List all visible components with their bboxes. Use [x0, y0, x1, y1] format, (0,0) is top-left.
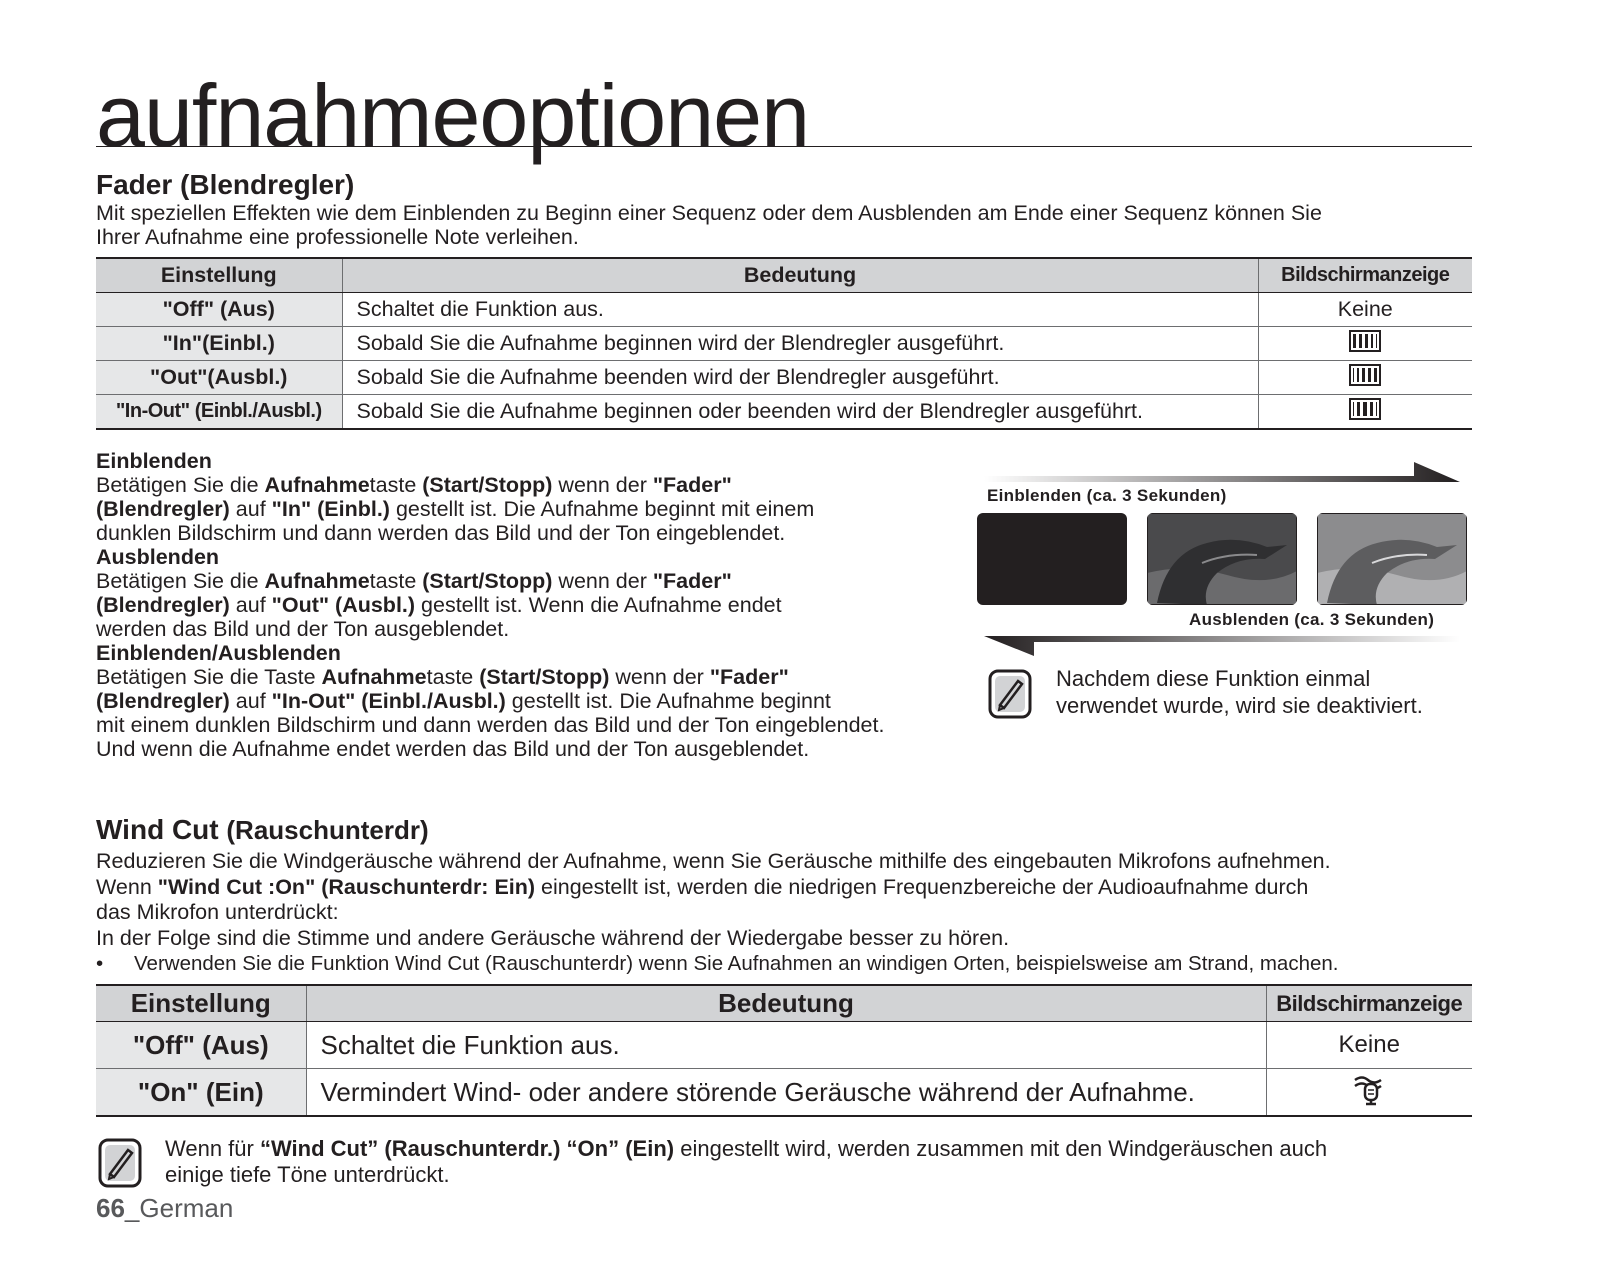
fader-intro-line2: Ihrer Aufnahme eine professionelle Note verleihen.	[96, 225, 579, 249]
dolphin-image-dim	[1147, 513, 1297, 605]
meaning-cell: Sobald Sie die Aufnahme beenden wird der Blendregler ausgeführt.	[342, 361, 1258, 395]
table-row	[96, 1022, 1472, 1069]
setting-cell: "Off" (Aus)	[96, 1022, 306, 1069]
windcut-p3: das Mikrofon unterdrückt:	[96, 900, 339, 924]
fade-out-icon	[1349, 363, 1381, 387]
header-einstellung: Einstellung	[96, 258, 342, 293]
windcut-heading-main: Wind Cut	[96, 814, 219, 845]
einaus-line3: mit einem dunklen Bildschirm und dann werden das Bild und der Ton eingeblendet.	[96, 713, 885, 737]
ausblenden-line3: werden das Bild und der Ton ausgeblendet.	[96, 617, 510, 641]
table-row	[96, 361, 1472, 395]
display-cell: Keine	[1258, 293, 1472, 327]
setting-cell: "On" (Ein)	[96, 1069, 306, 1117]
meaning-cell: Sobald Sie die Aufnahme beginnen wird der Blendregler ausgeführt.	[342, 327, 1258, 361]
dolphin-image-bright	[1317, 513, 1467, 605]
dark-screen-image	[977, 513, 1127, 605]
windcut-heading-sub: (Rauschunterdr)	[226, 815, 429, 845]
table-row	[96, 1069, 1472, 1117]
header-bedeutung: Bedeutung	[306, 985, 1266, 1022]
windcut-note-line1: Wenn für “Wind Cut” (Rauschunterdr.) “On” (Ein) eingestellt wird, werden zusammen mit den Windgeräuschen auch	[165, 1136, 1328, 1161]
table-header-row	[96, 258, 1472, 293]
note-pencil-icon	[98, 1138, 142, 1188]
setting-cell: "In"(Einbl.)	[96, 327, 342, 361]
windcut-p2: Wenn "Wind Cut :On" (Rauschunterdr: Ein) eingestellt ist, werden die niedrigen Frequenzbereiche der Audioaufnahme durch	[96, 874, 1309, 899]
einblenden-line3: dunklen Bildschirm und dann werden das Bild und der Ton eingeblendet.	[96, 521, 786, 545]
windcut-bullet: • Verwenden Sie die Funktion Wind Cut (Rauschunterdr) wenn Sie Aufnahmen an windigen Orten, beispielsweise am Strand, machen.	[96, 952, 1339, 975]
page-number: 66	[96, 1193, 125, 1223]
fader-note-line1: Nachdem diese Funktion einmal	[1056, 666, 1371, 691]
title-divider	[96, 146, 1472, 147]
windcut-note	[165, 1136, 1327, 1188]
fade-in-out-icon	[1349, 397, 1381, 421]
windcut-p1: Reduzieren Sie die Windgeräusche während der Aufnahme, wenn Sie Geräusche mithilfe des eingebauten Mikrofons aufnehmen.	[96, 849, 1331, 873]
einaus-line2: (Blendregler) auf "In-Out" (Einbl./Ausbl.) gestellt ist. Die Aufnahme beginnt	[96, 689, 831, 713]
windcut-note-line2: einige tiefe Töne unterdrückt.	[165, 1162, 450, 1187]
fader-intro-line1: Mit speziellen Effekten wie dem Einblenden zu Beginn einer Sequenz oder dem Ausblenden am Ende einer Sequenz können Sie	[96, 201, 1322, 225]
header-einstellung: Einstellung	[96, 985, 306, 1022]
table-row	[96, 327, 1472, 361]
note-pencil-icon	[988, 669, 1032, 719]
page-footer	[96, 1193, 233, 1224]
fade-in-label: Einblenden (ca. 3 Sekunden)	[987, 486, 1227, 505]
einaus-title: Einblenden/Ausblenden	[96, 641, 341, 665]
fade-out-arrow	[984, 632, 1464, 658]
fade-in-icon	[1349, 329, 1381, 353]
bullet-mark: •	[96, 952, 104, 975]
header-bedeutung: Bedeutung	[342, 258, 1258, 293]
table-row	[96, 395, 1472, 430]
windcut-table	[96, 984, 1472, 1117]
table-header-row	[96, 985, 1472, 1022]
setting-cell: "Out"(Ausbl.)	[96, 361, 342, 395]
meaning-cell: Sobald Sie die Aufnahme beginnen oder beenden wird der Blendregler ausgeführt.	[342, 395, 1258, 430]
einblenden-line2: (Blendregler) auf "In" (Einbl.) gestellt ist. Die Aufnahme beginnt mit einem	[96, 497, 815, 521]
display-cell	[1258, 361, 1472, 395]
ausblenden-line1: Betätigen Sie die Aufnahmetaste (Start/Stopp) wenn der "Fader"	[96, 569, 732, 593]
fader-description	[96, 449, 996, 761]
display-cell: Keine	[1266, 1022, 1472, 1069]
ausblenden-line2: (Blendregler) auf "Out" (Ausbl.) gestellt ist. Wenn die Aufnahme endet	[96, 593, 782, 617]
page-title: aufnahmeoptionen	[96, 66, 810, 165]
header-bildschirmanzeige: Bildschirmanzeige	[1258, 258, 1472, 293]
footer-language: _German	[124, 1193, 234, 1223]
einaus-line1: Betätigen Sie die Taste Aufnahmetaste (Start/Stopp) wenn der "Fader"	[96, 665, 789, 689]
meaning-cell: Schaltet die Funktion aus.	[306, 1022, 1266, 1069]
ausblenden-title: Ausblenden	[96, 545, 220, 569]
fader-heading: Fader (Blendregler)	[96, 169, 355, 200]
windcut-heading	[96, 815, 429, 846]
fader-table	[96, 257, 1472, 430]
fader-note-line2: verwendet wurde, wird sie deaktiviert.	[1056, 693, 1423, 718]
display-cell	[1258, 395, 1472, 430]
meaning-cell: Schaltet die Funktion aus.	[342, 293, 1258, 327]
table-row	[96, 293, 1472, 327]
setting-cell: "In-Out" (Einbl./Ausbl.)	[96, 395, 342, 430]
fader-note	[1056, 665, 1423, 719]
fade-in-arrow	[984, 460, 1464, 488]
display-cell	[1266, 1069, 1472, 1117]
header-bildschirmanzeige: Bildschirmanzeige	[1266, 985, 1472, 1022]
windcut-description	[96, 849, 1338, 977]
display-cell	[1258, 327, 1472, 361]
setting-cell: "Off" (Aus)	[96, 293, 342, 327]
fader-intro	[96, 201, 1322, 249]
wind-cut-icon	[1352, 1072, 1386, 1106]
fade-out-label: Ausblenden (ca. 3 Sekunden)	[1189, 610, 1435, 629]
einblenden-line1: Betätigen Sie die Aufnahmetaste (Start/Stopp) wenn der "Fader"	[96, 473, 732, 497]
windcut-p4: In der Folge sind die Stimme und andere Geräusche während der Wiedergabe besser zu hören.	[96, 925, 1010, 950]
einaus-line4: Und wenn die Aufnahme endet werden das Bild und der Ton ausgeblendet.	[96, 737, 810, 761]
einblenden-title: Einblenden	[96, 449, 212, 473]
meaning-cell: Vermindert Wind- oder andere störende Geräusche während der Aufnahme.	[306, 1069, 1266, 1117]
